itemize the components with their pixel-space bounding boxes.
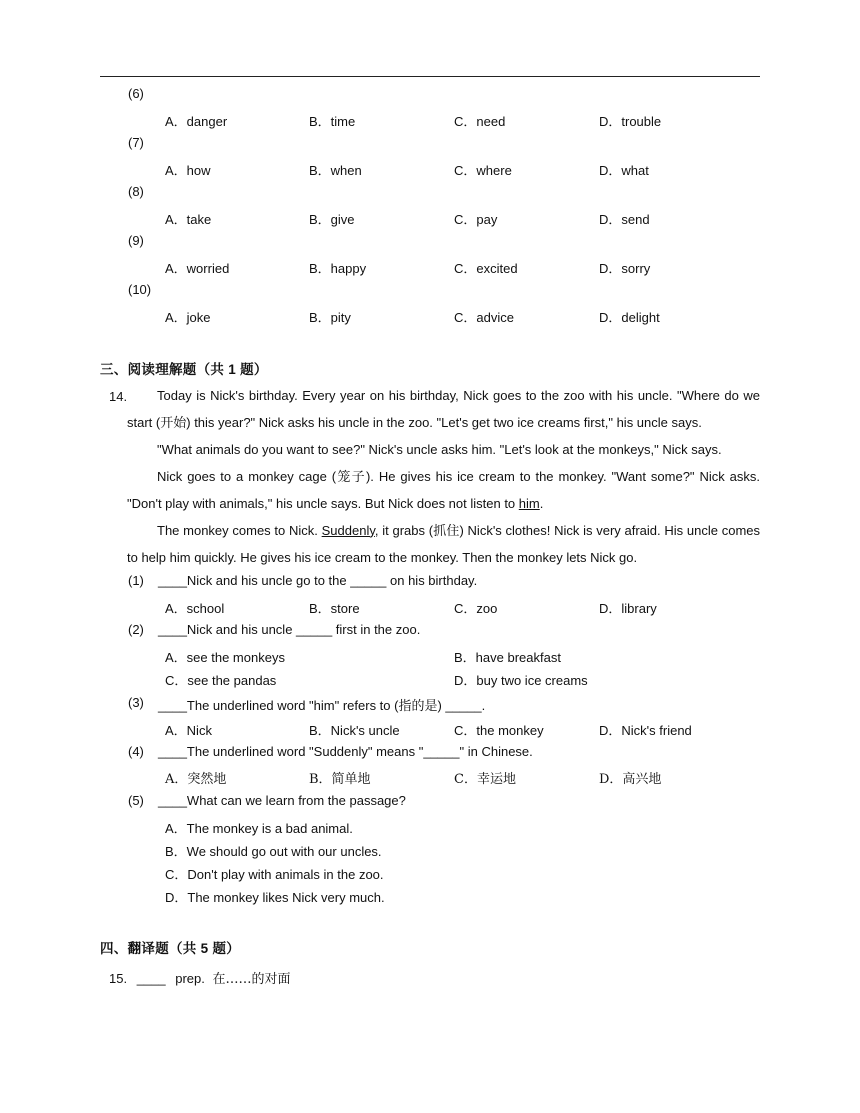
question-item [109, 968, 291, 987]
question-stem: ____The underlined word "Suddenly" means "_____" in Chinese. [158, 744, 533, 759]
option-a: A．how [165, 163, 211, 178]
option-c: C．zoo [454, 601, 498, 616]
option-a: A．Nick [165, 723, 212, 738]
option-a: A．worried [165, 261, 230, 276]
passage-paragraph: "What animals do you want to see?" Nick's uncle asks him. "Let's look at the monkeys," Nick says. [157, 442, 722, 457]
option-d: D．高兴地 [599, 772, 662, 787]
option-b: B．Nick's uncle [309, 723, 400, 738]
option-b: B．简单地 [309, 772, 371, 787]
option-b: B．have breakfast [454, 650, 561, 665]
section-heading: 三、阅读理解题（共 1 题） [100, 362, 268, 377]
option-a: A．joke [165, 310, 211, 325]
option-b: B．give [309, 212, 355, 227]
question-number: (8) [128, 184, 144, 199]
underlined-word: Suddenly [321, 522, 375, 538]
option-b: B．store [309, 601, 360, 616]
option-a: A．danger [165, 114, 228, 129]
option-d: D．sorry [599, 261, 651, 276]
question-number: (5) [128, 793, 144, 808]
option-a: A．突然地 [165, 772, 227, 787]
passage-paragraph: Today is Nick's birthday. Every year on his birthday, Nick goes to the zoo with his uncle. "Where do we start (开始) this year?" Nick asks his uncle in the zoo. "Let's get two ice creams first," his uncle says. [127, 388, 760, 431]
question-number: (10) [128, 282, 152, 297]
option-a: A．see the monkeys [165, 650, 285, 665]
option-a: A．The monkey is a bad animal. [165, 821, 353, 836]
option-d: D．what [599, 163, 649, 178]
option-c: C．advice [454, 310, 514, 325]
question-number: (2) [128, 622, 144, 637]
option-b: B．happy [309, 261, 367, 276]
section-heading: 四、翻译题（共 5 题） [100, 941, 241, 956]
question-number: (7) [128, 135, 144, 150]
question-stem: ____Nick and his uncle go to the _____ on his birthday. [158, 573, 478, 588]
question-stem: ____Nick and his uncle _____ first in the zoo. [158, 622, 421, 637]
option-a: A．school [165, 601, 225, 616]
question-number: (3) [128, 695, 144, 710]
option-c: C．the monkey [454, 723, 544, 738]
answer-blank: ____ [136, 971, 166, 986]
option-d: D．Nick's friend [599, 723, 692, 738]
option-a: A．take [165, 212, 212, 227]
chinese-meaning: 在……的对面 [212, 972, 291, 987]
option-d: D．library [599, 601, 657, 616]
question-stem: ____The underlined word "him" refers to (指的是) _____. [158, 698, 486, 714]
question-number: (1) [128, 573, 144, 588]
question-number: (4) [128, 744, 144, 759]
question-number: 14. [109, 389, 128, 404]
option-d: D．The monkey likes Nick very much. [165, 890, 385, 905]
question-stem: ____What can we learn from the passage? [158, 793, 406, 808]
option-d: D．trouble [599, 114, 662, 129]
reading-passage [127, 383, 760, 572]
option-d: D．send [599, 212, 650, 227]
option-b: B．pity [309, 310, 351, 325]
underlined-word: him [518, 496, 540, 511]
option-b: B．when [309, 163, 362, 178]
question-number: 15. [109, 971, 128, 986]
option-b: B．time [309, 114, 356, 129]
option-c: C．Don't play with animals in the zoo. [165, 867, 384, 882]
option-d: D．buy two ice creams [454, 673, 588, 688]
passage-paragraph: The monkey comes to Nick. Suddenly, it grabs (抓住) Nick's clothes! Nick is very afraid. His uncle comes to help him quickly. He gives his ice cream to the monkey. Then the monkey lets Nick go. [127, 522, 761, 565]
option-d: D．delight [599, 310, 660, 325]
option-c: C．pay [454, 212, 498, 227]
header-rule [100, 76, 760, 77]
question-number: (9) [128, 233, 144, 248]
passage-paragraph: Nick goes to a monkey cage (笼子). He gives his ice cream to the monkey. "Want some?" Nick asks. "Don't play with animals," his uncle says. But Nick does not listen to him. [127, 468, 760, 511]
option-b: B．We should go out with our uncles. [165, 844, 382, 859]
part-of-speech: prep. [175, 971, 205, 986]
option-c: C．need [454, 114, 506, 129]
option-c: C．where [454, 163, 512, 178]
question-number: (6) [128, 86, 144, 101]
option-c: C．幸运地 [454, 772, 516, 787]
option-c: C．see the pandas [165, 673, 277, 688]
option-c: C．excited [454, 261, 518, 276]
